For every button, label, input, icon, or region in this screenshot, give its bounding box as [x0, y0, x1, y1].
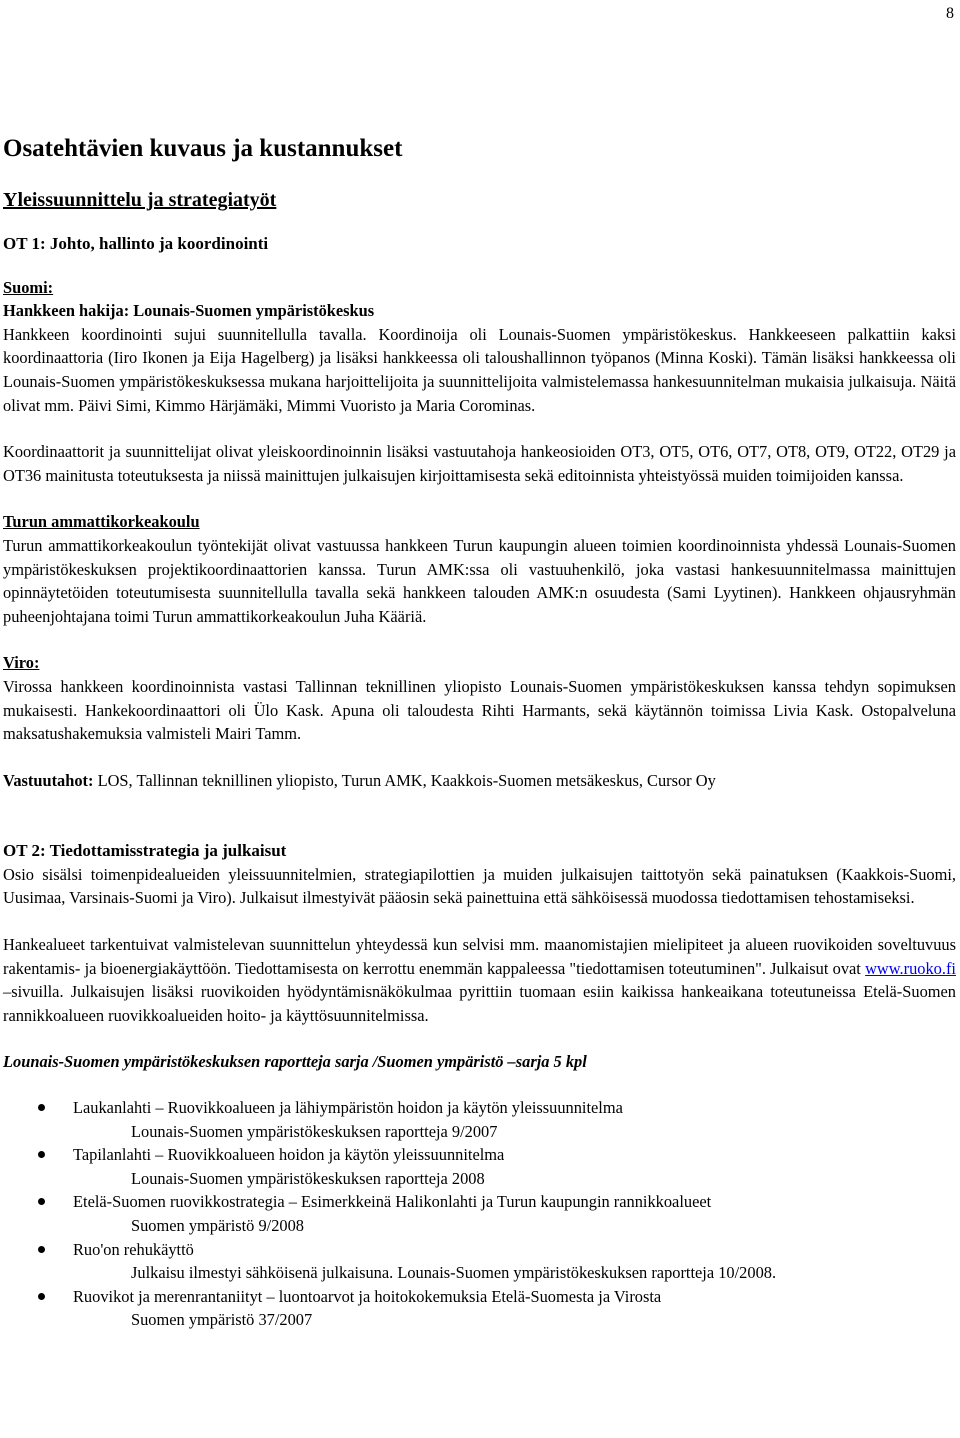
viro-label: Viro:	[3, 653, 40, 673]
report-series: Suomen ympäristö 9/2008	[131, 1216, 305, 1235]
suomi-label: Suomi:	[3, 277, 54, 297]
report-title: Ruo'on rehukäyttö	[73, 1239, 194, 1259]
applicant-line: Hankkeen hakija: Lounais-Suomen ympäristökeskus	[3, 301, 375, 321]
bullet-icon	[38, 1151, 45, 1158]
section-heading: Yleissuunnittelu ja strategiatyöt	[3, 189, 277, 211]
report-title: Tapilanlahti – Ruovikkoalueen hoidon ja käytön yleissuunnitelma	[73, 1145, 505, 1165]
turku-amk-paragraph: Turun ammattikorkeakoulun työntekijät olivat vastuussa hankkeen Turun kaupungin alueen toimien koordinoinnista yhdessä Lounais-Suomen ympäristökeskuksen projektikoordinaattorien kanssa. Turun AMK:ssa oli vastuuhenkilö, joka vastasi hankesuunnitelmassa mainittujen opinnäytetöiden toteutumisesta suunnitellulla tavalla sekä hankkeen talouden AMK:n osuudesta (Sami Lyytinen). Hankkeen ohjausryhmän puheenjohtajana toimi Turun ammattikorkeakoulun Juha Kääriä.	[3, 535, 956, 626]
report-series: Suomen ympäristö 37/2007	[131, 1310, 313, 1330]
ot2-paragraph-2-end: –sivuilla. Julkaisujen lisäksi ruovikoiden hyödyntämisnäkökulmaa pyrittiin tuomaan esiin kaikissa hankeaikana toteutuneissa Etelä-Suomen rannikkoalueen ruovikkoalueiden hoito- ja käyttösuunnitelmissa.	[3, 982, 956, 1025]
responsible-parties	[3, 769, 956, 793]
turku-amk-label: Turun ammattikorkeakoulu	[3, 512, 200, 532]
report-series: Lounais-Suomen ympäristökeskuksen raportteja 2008	[131, 1168, 485, 1188]
responsible-text: LOS, Tallinnan teknillinen yliopisto, Turun AMK, Kaakkois-Suomen metsäkeskus, Cursor Oy	[93, 770, 716, 790]
report-title: Laukanlahti – Ruovikkoalueen ja lähiympäristön hoidon ja käytön yleissuunnitelma	[73, 1098, 623, 1118]
list-item	[3, 1096, 956, 1143]
ot1-paragraph-1: Hankkeen koordinointi sujui suunnitellulla tavalla. Koordinoija oli Lounais-Suomen ympäristökeskus. Hankkeeseen palkattiin kaksi koordinaattoria (Iiro Ikonen ja Eija Hagelberg) ja lisäksi hankkeessa oli taloushallinnon työpanos (Minna Koski). Tämän lisäksi hankkeessa oli Lounais-Suomen ympäristökeskuksessa mukana harjoittelijoita ja suunnittelijoita valmistelemassa hankesuunnitelman mukaisia julkaisuja. Näitä olivat mm. Päivi Simi, Kimmo Härjämäki, Mimmi Vuoristo ja Maria Corominas.	[3, 324, 956, 415]
list-item	[3, 1143, 956, 1190]
bullet-icon	[38, 1293, 45, 1300]
ruoko-link[interactable]: www.ruoko.fi	[865, 958, 956, 978]
report-series: Lounais-Suomen ympäristökeskuksen raportteja 9/2007	[131, 1121, 498, 1141]
report-title: Ruovikot ja merenrantaniityt – luontoarvot ja hoitokokemuksia Etelä-Suomesta ja Virosta	[73, 1286, 662, 1306]
document-body	[3, 134, 956, 1332]
bullet-icon	[38, 1198, 45, 1205]
ot2-heading: OT 2: Tiedottamisstrategia ja julkaisut	[3, 841, 287, 861]
list-item	[3, 1238, 956, 1285]
list-item	[3, 1285, 956, 1332]
list-item	[3, 1190, 956, 1237]
report-series-title: Lounais-Suomen ympäristökeskuksen raportteja sarja /Suomen ympäristö –sarja 5 kpl	[3, 1052, 587, 1072]
bullet-icon	[38, 1104, 45, 1111]
viro-paragraph: Virossa hankkeen koordinoinnista vastasi Tallinnan teknillinen yliopisto Lounais-Suomen ympäristökeskuksen kanssa tehdyn sopimuksen mukaisesti. Hankekoordinaattori oli Ülo Kask. Apuna oli taloudesta Rihti Harmants, sekä käytännön toimissa Livia Kask. Ostopalveluna maksatushakemuksia valmisteli Mairi Tamm.	[3, 676, 956, 744]
report-list	[3, 1096, 956, 1332]
ot2-paragraph-2	[3, 933, 956, 1027]
page-title: Osatehtävien kuvaus ja kustannukset	[3, 135, 403, 162]
responsible-label: Vastuutahot:	[3, 770, 94, 790]
report-series: Julkaisu ilmestyi sähköisenä julkaisuna. Lounais-Suomen ympäristökeskuksen raportteja 10/2008.	[131, 1263, 777, 1283]
ot2-paragraph-2-start: Hankealueet tarkentuivat valmistelevan suunnittelun yhteydessä kun selvisi mm. maanomistajien mielipiteet ja alueen ruovikoiden soveltuvuus rakentamis- ja bioenergiakäyttöön. Tiedottamisesta on kerrottu enemmän kappaleessa "tiedottamisen toteutuminen". Julkaisut ovat	[3, 935, 956, 978]
ot1-heading: OT 1: Johto, hallinto ja koordinointi	[3, 234, 269, 253]
ot1-paragraph-2: Koordinaattorit ja suunnittelijat olivat yleiskoordinoinnin lisäksi vastuutahoja hankeosioiden OT3, OT5, OT6, OT7, OT8, OT9, OT22, OT29 ja OT36 mainitusta toteutuksesta ja niissä mainittujen julkaisujen kirjoittamisesta sekä editoinnista yhteistyössä muiden toimijoiden kanssa.	[3, 442, 956, 485]
report-title: Etelä-Suomen ruovikkostrategia – Esimerkkeinä Halikonlahti ja Turun kaupungin rannikkoalueet	[73, 1192, 712, 1212]
ot2-paragraph-1: Osio sisälsi toimenpidealueiden yleissuunnitelmien, strategiapilottien ja muiden julkaisujen taittotyön sekä painatuksen (Kaakkois-Suomi, Uusimaa, Varsinais-Suomi ja Viro). Julkaisut ilmestyivät pääosin sekä painettuina että sähköisessä muodossa tiedottamisen tehostamiseksi.	[3, 864, 956, 908]
page-number: 8	[946, 5, 954, 22]
bullet-icon	[38, 1246, 45, 1253]
